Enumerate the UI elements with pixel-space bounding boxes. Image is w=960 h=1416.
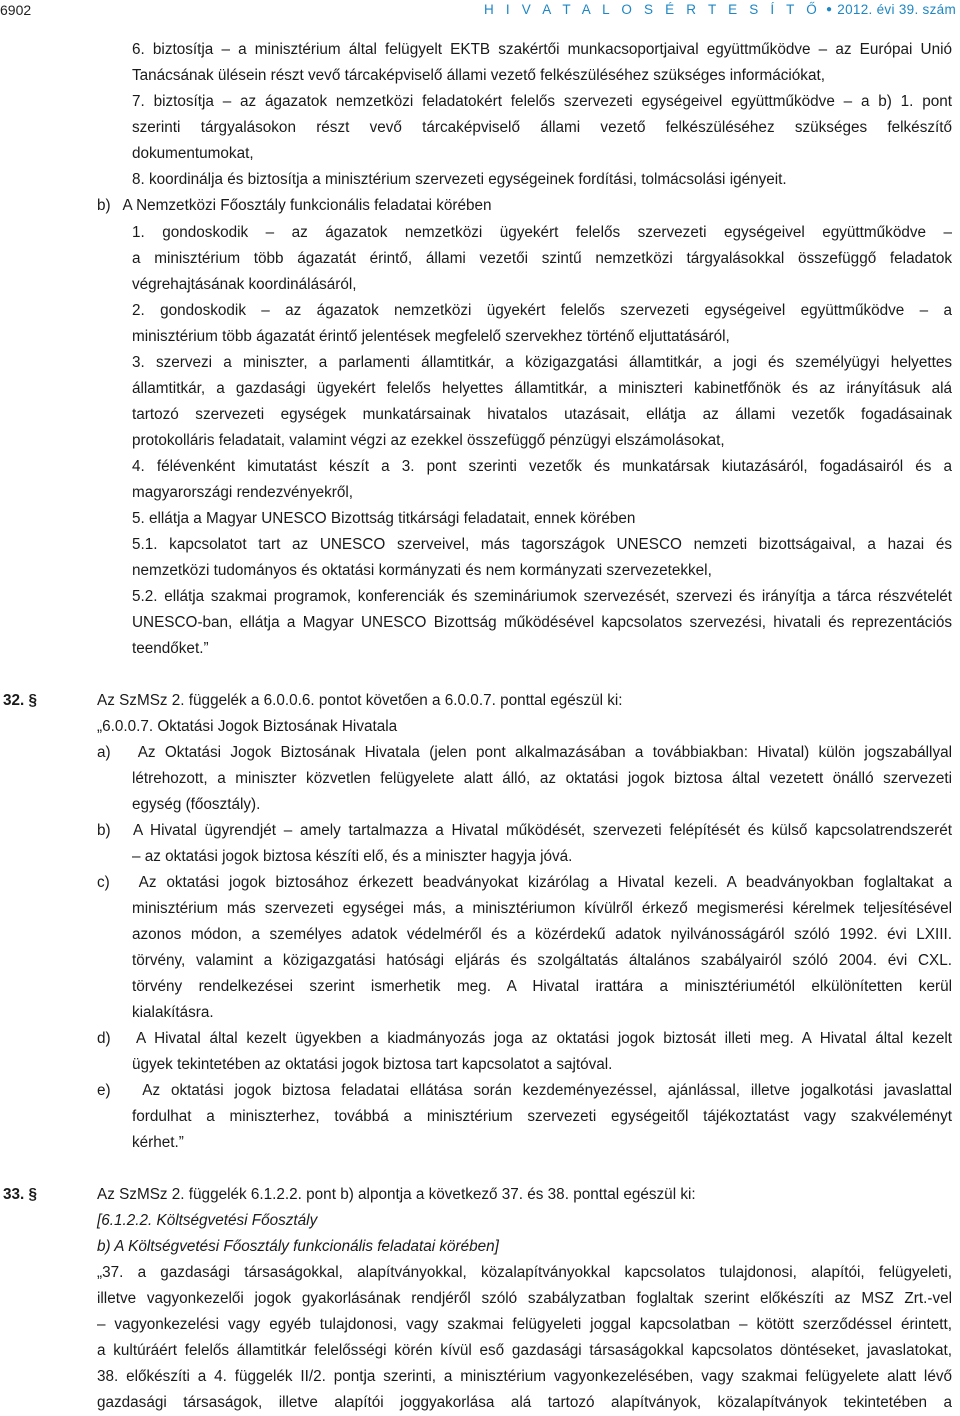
text-line: 5. ellátja a Magyar UNESCO Bizottság titkársági feladatait, ennek körében — [132, 510, 636, 527]
text-line: szerinti tárgyalásokon részt vevő tárcaképviselő állami vezető felkészüléséhez szükséges felkészítő — [132, 119, 952, 136]
text-line: Tanácsának ülésein részt vevő tárcaképviselő állami vezető felkészüléséhez szükséges információkat, — [132, 67, 825, 84]
section-number: 32. § — [3, 692, 38, 709]
text-line: b) A Hivatal ügyrendjét – amely tartalmazza a Hivatal működését, szervezeti felépítését és külső kapcsolatrendszerét — [97, 822, 952, 839]
text-line: ügyek tekintetében az oktatási jogok biztosa tart kapcsolatot a sajtóval. — [132, 1056, 613, 1073]
text-line: 4. félévenként kimutatást készít a 3. pont szerinti vezetők és munkatársak kiutazásáról, fogadásairól és a — [132, 458, 952, 475]
text-line: illetve vagyonkezelői jogok gyakorlásának rendjéről szóló szabályzatban foglaltak szerint előkészíti az MSZ Zrt.-vel — [97, 1290, 952, 1307]
text-line: egység (főosztály). — [132, 796, 261, 813]
text-line: Az SzMSz 2. függelék a 6.0.0.6. pontot követően a 6.0.0.7. ponttal egészül ki: — [97, 692, 623, 709]
text-line: magyarországi rendezvényekről, — [132, 484, 354, 501]
bullet-icon: ● — [825, 4, 833, 15]
text-line: UNESCO-ban, ellátja a Magyar UNESCO Bizottság működésével kapcsolatos szervezési, hivatali és reprezentációs — [132, 614, 952, 631]
text-line: – vagyonkezelési vagy egyéb tulajdonosi, vagy szakmai felügyeleti joggal kapcsolatban – kötött szerződéssel érintett, — [97, 1316, 952, 1333]
text-line: azonos módon, a személyes adatok védelméről és a közérdekű adatok nyilvánosságáról szóló 1992. évi LXIII. — [132, 926, 952, 943]
text-line: kialakításra. — [132, 1004, 214, 1021]
text-line: 6. biztosítja – a minisztérium által felügyelt EKTB szakértői munkacsoportjaival együttműködve – az Európai Unió — [132, 41, 952, 58]
text-line: 1. gondoskodik – az ágazatok nemzetközi ügyekért felelős szervezeti egységeivel együttműködve – — [132, 224, 952, 241]
text-line: protokolláris feladatait, valamint végzi az ezekkel összefüggő pénzügyi elszámolásokat, — [132, 432, 725, 449]
text-line: [6.1.2.2. Költségvetési Főosztály — [97, 1212, 318, 1229]
text-line: végrehajtásának koordinálásáról, — [132, 276, 357, 293]
page-header — [0, 0, 960, 22]
text-line: c) Az oktatási jogok biztosához érkezett beadványokat kizárólag a Hivatal kezeli. A beadványokban foglaltakat a — [97, 874, 952, 891]
text-line: 2. gondoskodik – az ágazatok nemzetközi ügyekért felelős szervezeti egységeivel együttműködve – a — [132, 302, 952, 319]
text-line: „6.0.0.7. Oktatási Jogok Biztosának Hivatala — [97, 718, 398, 735]
text-line: 3. szervezi a miniszter, a parlamenti államtitkár, a közigazgatási államtitkár, a jogi és személyügyi helyettes — [132, 354, 952, 371]
text-line: d) A Hivatal által kezelt ügyekben a kiadmányozás joga az oktatási jogok biztosát illeti meg. A Hivatal által kezelt — [97, 1030, 952, 1047]
journal-title: H I V A T A L O S É R T E S Í T Ő — [483, 2, 821, 17]
text-line: a minisztérium több ágazatát érintő, állami vezetői szintű nemzetközi tárgyalásokkal összefüggő feladatok — [132, 250, 952, 267]
text-line: – az oktatási jogok biztosa készíti elő, és a miniszter hagyja jóvá. — [132, 848, 573, 865]
text-line: törvény rendelkezései szerint ismerhetik meg. A Hivatal irattára a minisztériumétól elkülönítetten kerül — [132, 978, 952, 995]
text-line: 38. előkészíti a 4. függelék II/2. pontja szerinti, a minisztérium vagyonkezelésében, vagy szakmai felügyelete alatt lévő — [97, 1368, 952, 1385]
text-line: minisztérium más szervezeti egységei más, a minisztériumon kívülről érkező megismerési kérelmek teljesítésével — [132, 900, 952, 917]
text-line: tartozó szervezeti egységek munkatársainak hivatalos utazásait, ellátja az állami vezetők fogadásainak — [132, 406, 952, 423]
text-line: 8. koordinálja és biztosítja a minisztérium szervezeti egységeinek fordítási, tolmácsolási igényeit. — [132, 171, 787, 188]
text-line: gazdasági társaságok, illetve alapítói joggyakorlása alá tartozó alapítványok, közalapítványok tekintetében a — [97, 1394, 952, 1411]
text-line: „37. a gazdasági társaságokkal, alapítványokkal, közalapítványokkal kapcsolatos tulajdonosi, alapítói, felügyeleti, — [97, 1264, 952, 1281]
running-head — [484, 2, 956, 17]
text-line: dokumentumokat, — [132, 145, 254, 162]
text-line: törvény, valamint a közigazgatási hatósági eljárás és szolgáltatás általános szabályairól szóló 2004. évi CXL. — [132, 952, 952, 969]
text-line: Az SzMSz 2. függelék 6.1.2.2. pont b) alpontja a következő 37. és 38. ponttal egészül ki: — [97, 1186, 696, 1203]
text-line: b) A Költségvetési Főosztály funkcionális feladatai körében] — [97, 1238, 499, 1255]
text-line: fordulhat a miniszterhez, továbbá a minisztérium szervezeti egységeitől tájékoztatást vagy szakvéleményt — [132, 1108, 952, 1125]
text-line: kérhet.” — [132, 1134, 184, 1151]
issue-label: 2012. évi 39. szám — [837, 2, 956, 17]
text-line: létrehozott, a miniszter közvetlen felügyelete alatt álló, az oktatási jogok biztosa által vezetett önálló szervezeti — [132, 770, 952, 787]
text-line: minisztérium több ágazatát érintő jelentések megfelelő szervekhez történő eljuttatásáról, — [132, 328, 730, 345]
page-number: 6902 — [0, 2, 32, 18]
text-line: államtitkár, a gazdasági ügyekért felelős helyettes államtitkár, a miniszteri kabinetfőnök és az irányításuk alá — [132, 380, 952, 397]
text-line: 5.2. ellátja szakmai programok, konferenciák és szemináriumok szervezését, szervezi és irányítja a tárca részvételét — [132, 588, 952, 605]
text-line: 5.1. kapcsolatot tart az UNESCO szerveivel, más tagországok UNESCO nemzeti bizottságaival, a hazai és — [132, 536, 952, 553]
text-line: teendőket.” — [132, 640, 209, 657]
text-line: 7. biztosítja – az ágazatok nemzetközi feladatokért felelős szervezeti egységeivel együttműködve – a b) 1. pont — [132, 93, 952, 110]
text-line: nemzetközi tudományos és oktatási kormányzati és nem kormányzati szervezetekkel, — [132, 562, 712, 579]
section-number: 33. § — [3, 1186, 38, 1203]
text-line: e) Az oktatási jogok biztosa feladatai ellátása során kezdeményezéssel, ajánlással, illetve jogalkotási javaslattal — [97, 1082, 952, 1099]
subsection-heading: b) A Nemzetközi Főosztály funkcionális feladatai körében — [97, 197, 492, 214]
text-line: a) Az Oktatási Jogok Biztosának Hivatala (jelen pont alkalmazásában a továbbiakban: Hivatal) külön jogszabállyal — [97, 744, 952, 761]
text-line: a kultúráért felelős államtitkár felelősségi körén kívül eső gazdasági társaságokkal kapcsolatos döntéseket, javaslatokat, — [97, 1342, 952, 1359]
